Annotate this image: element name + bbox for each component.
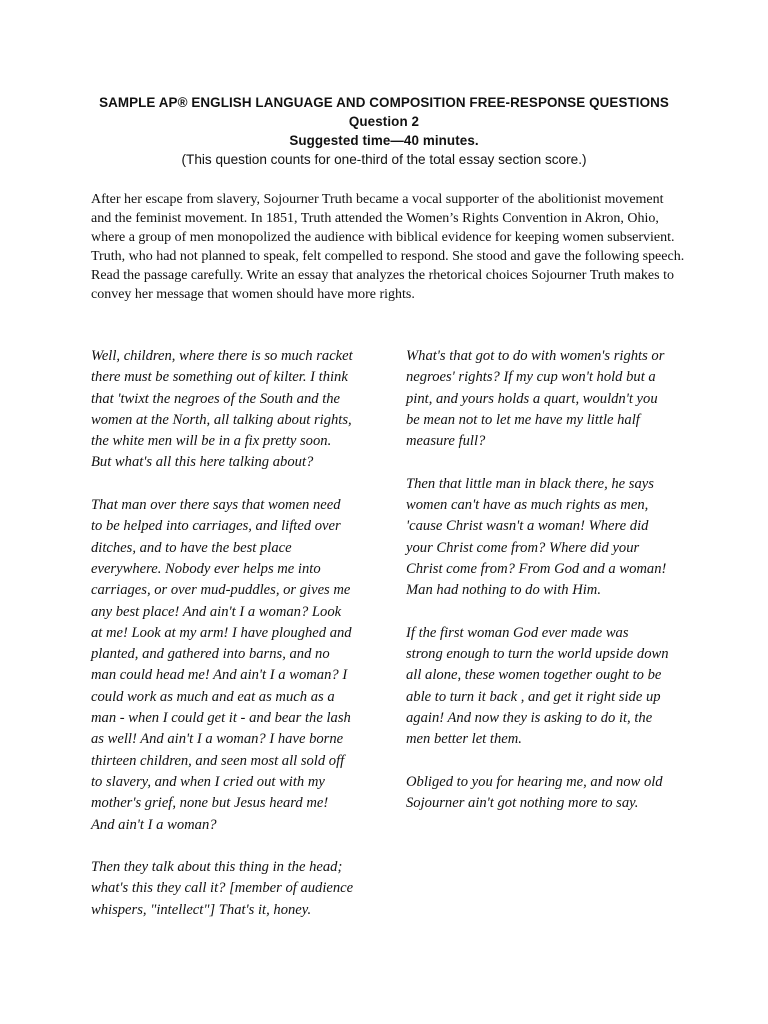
speech-line: women can't have as much rights as men, [406, 497, 649, 514]
intro-line: convey her message that women should have more rights. [91, 287, 415, 303]
speech-line: be mean not to let me have my little half [406, 411, 640, 428]
speech-line: that 'twixt the negroes of the South and the [91, 390, 341, 407]
speech-line: any best place! And ain't I a woman? Look [91, 603, 342, 620]
intro-line: Truth, who had not planned to speak, felt compelled to respond. She stood and gave the following speech. [91, 249, 685, 265]
suggested-time: Suggested time—40 minutes. [289, 133, 479, 148]
speech-line: What's that got to do with women's rights or [406, 348, 665, 364]
speech-line: ditches, and to have the best place [91, 539, 292, 556]
speech-line: what's this they call it? [member of audience [91, 880, 354, 897]
speech-line: women at the North, all talking about rights, [91, 411, 352, 428]
speech-paragraph [91, 346, 381, 474]
speech-line: carriages, or over mud-puddles, or gives me [91, 582, 351, 599]
intro-line: After her escape from slavery, Sojourner Truth became a vocal supporter of the abolitionist movement [91, 192, 664, 207]
speech-line: there must be something out of kilter. I think [91, 369, 348, 386]
speech-paragraph [406, 772, 691, 815]
prompt-intro [91, 190, 691, 305]
speech-line: Well, children, where there is so much racket [91, 348, 353, 364]
speech-line: man - when I could get it - and bear the lash [91, 710, 351, 727]
speech-paragraph [91, 495, 381, 836]
speech-paragraph [406, 474, 691, 602]
score-note: (This question counts for one-third of the total essay section score.) [181, 152, 587, 167]
speech-line: men better let them. [406, 731, 522, 748]
intro-line: Read the passage carefully. Write an essay that analyzes the rhetorical choices Sojourner Truth makes to [91, 268, 674, 284]
speech-line: to be helped into carriages, and lifted over [91, 518, 341, 535]
speech-line: And ain't I a woman? [91, 816, 217, 833]
speech-line: mother's grief, none but Jesus heard me! [91, 795, 329, 812]
speech-line: That man over there says that women need [91, 497, 341, 514]
speech-line: Then they talk about this thing in the head; [91, 859, 343, 876]
speech-line: again! And now they is asking to do it, the [406, 710, 653, 727]
speech-line: as well! And ain't I a woman? I have borne [91, 731, 344, 748]
speech-line: man could head me! And ain't I a woman? I [91, 667, 348, 684]
speech-line: thirteen children, and seen most all sold off [91, 752, 345, 769]
question-header [0, 93, 768, 170]
speech-line: the white men will be in a fix pretty soon. [91, 433, 332, 450]
speech-column-right [406, 346, 691, 836]
speech-paragraph [91, 857, 381, 921]
speech-line: all alone, these women together ought to be [406, 667, 662, 684]
question-number: Question 2 [348, 114, 420, 129]
speech-line: Obliged to you for hearing me, and now old [406, 773, 663, 790]
speech-line: everywhere. Nobody ever helps me into [91, 560, 321, 577]
speech-line: negroes' rights? If my cup won't hold but a [406, 369, 656, 386]
speech-line: Man had nothing to do with Him. [406, 582, 601, 599]
speech-paragraph [406, 623, 691, 751]
speech-line: able to turn it back , and get it right side up [406, 688, 661, 705]
speech-line: at me! Look at my arm! I have ploughed and [91, 624, 352, 641]
speech-line: Sojourner ain't got nothing more to say. [406, 795, 639, 812]
speech-line: But what's all this here talking about? [91, 454, 314, 471]
speech-line: Christ come from? From God and a woman! [406, 560, 667, 577]
speech-line: to slavery, and when I cried out with my [91, 773, 325, 790]
speech-line: whispers, "intellect"] That's it, honey. [91, 901, 312, 918]
speech-line: 'cause Christ wasn't a woman! Where did [406, 518, 649, 535]
speech-line: Then that little man in black there, he says [406, 475, 654, 492]
speech-line: measure full? [406, 433, 486, 450]
speech-column-left [91, 346, 381, 942]
intro-line: where a group of men monopolized the audience with biblical evidence for keeping women subservient. [91, 230, 675, 246]
speech-line: your Christ come from? Where did your [406, 539, 640, 556]
exam-title: SAMPLE AP® ENGLISH LANGUAGE AND COMPOSITION FREE-RESPONSE QUESTIONS [99, 95, 669, 110]
speech-line: pint, and yours holds a quart, wouldn't you [406, 390, 658, 407]
speech-paragraph [406, 346, 691, 452]
speech-line: strong enough to turn the world upside down [406, 646, 669, 663]
intro-line: and the feminist movement. In 1851, Truth attended the Women’s Rights Convention in Akron, Ohio, [91, 211, 659, 227]
speech-line: If the first woman God ever made was [406, 624, 629, 641]
speech-line: could work as much and eat as much as a [91, 688, 335, 705]
speech-line: planted, and gathered into barns, and no [91, 646, 330, 663]
